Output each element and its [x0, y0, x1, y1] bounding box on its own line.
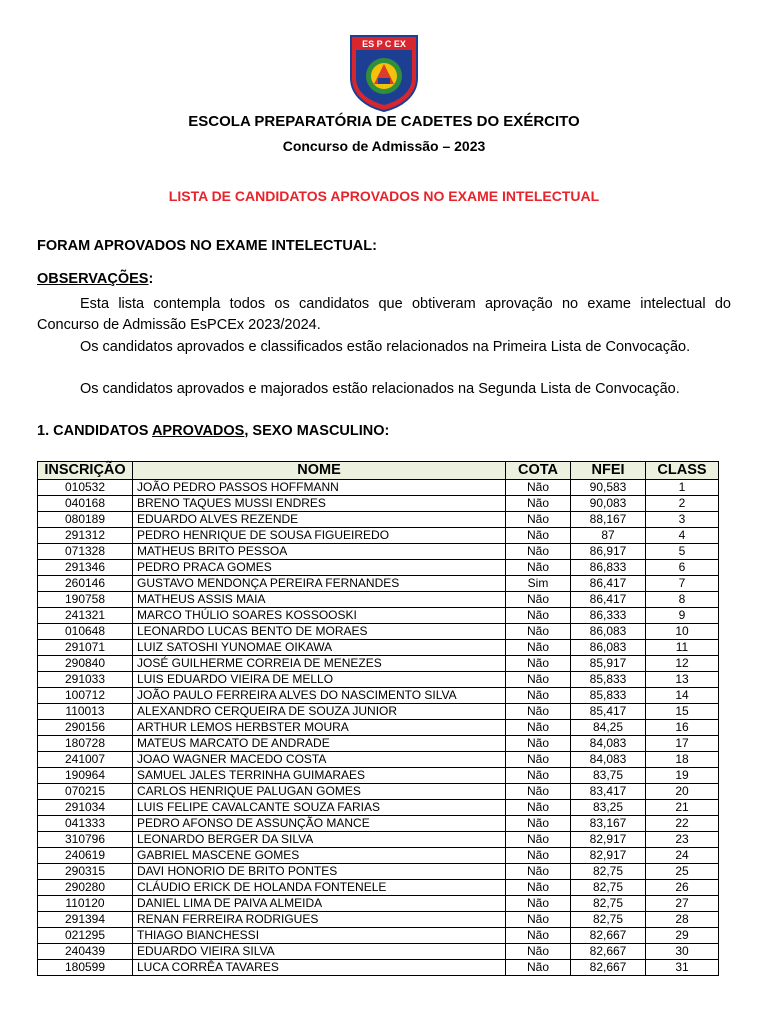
cell-nome: PEDRO AFONSO DE ASSUNÇÃO MANCE [133, 816, 506, 832]
cell-inscricao: 041333 [38, 816, 133, 832]
cell-inscricao: 040168 [38, 496, 133, 512]
cell-class: 4 [646, 528, 719, 544]
table-row [38, 656, 719, 672]
cell-cota: Não [506, 608, 571, 624]
cell-inscricao: 291033 [38, 672, 133, 688]
table-row [38, 768, 719, 784]
cell-nome: JOAO WAGNER MACEDO COSTA [133, 752, 506, 768]
cell-nome: LUIS EDUARDO VIEIRA DE MELLO [133, 672, 506, 688]
cell-nome: PEDRO HENRIQUE DE SOUSA FIGUEIREDO [133, 528, 506, 544]
cell-inscricao: 290315 [38, 864, 133, 880]
cell-nome: JOSÉ GUILHERME CORREIA DE MENEZES [133, 656, 506, 672]
cell-cota: Sim [506, 576, 571, 592]
cell-nome: CARLOS HENRIQUE PALUGAN GOMES [133, 784, 506, 800]
school-name: ESCOLA PREPARATÓRIA DE CADETES DO EXÉRCITO [188, 113, 580, 130]
table-row [38, 512, 719, 528]
cell-nome: SAMUEL JALES TERRINHA GUIMARAES [133, 768, 506, 784]
cell-nfei: 84,083 [571, 752, 646, 768]
cell-cota: Não [506, 960, 571, 976]
cell-inscricao: 100712 [38, 688, 133, 704]
observation-text-3: Os candidatos aprovados e majorados estão relacionados na Segunda Lista de Convocação. [80, 381, 680, 397]
cell-inscricao: 290840 [38, 656, 133, 672]
table-row [38, 528, 719, 544]
table-row [38, 896, 719, 912]
cell-inscricao: 190964 [38, 768, 133, 784]
cell-class: 9 [646, 608, 719, 624]
cell-class: 21 [646, 800, 719, 816]
table-row [38, 848, 719, 864]
section-1-prefix: 1. CANDIDATOS [37, 423, 152, 439]
cell-cota: Não [506, 720, 571, 736]
cell-nfei: 83,417 [571, 784, 646, 800]
cell-class: 18 [646, 752, 719, 768]
header-nfei: NFEI [571, 462, 646, 480]
cell-inscricao: 260146 [38, 576, 133, 592]
approved-heading: FORAM APROVADOS NO EXAME INTELECTUAL: [37, 238, 377, 254]
cell-nome: LUIZ SATOSHI YUNOMAE OIKAWA [133, 640, 506, 656]
cell-cota: Não [506, 912, 571, 928]
cell-nome: LUIS FELIPE CAVALCANTE SOUZA FARIAS [133, 800, 506, 816]
cell-inscricao: 291071 [38, 640, 133, 656]
table-row [38, 624, 719, 640]
cell-nome: JOÃO PEDRO PASSOS HOFFMANN [133, 480, 506, 496]
cell-nfei: 86,083 [571, 640, 646, 656]
cell-nfei: 86,917 [571, 544, 646, 560]
cell-class: 11 [646, 640, 719, 656]
table-row [38, 672, 719, 688]
cell-class: 30 [646, 944, 719, 960]
cell-cota: Não [506, 816, 571, 832]
cell-inscricao: 010648 [38, 624, 133, 640]
cell-nfei: 82,667 [571, 960, 646, 976]
cell-class: 28 [646, 912, 719, 928]
cell-cota: Não [506, 896, 571, 912]
cell-cota: Não [506, 928, 571, 944]
table-row [38, 784, 719, 800]
cell-inscricao: 241007 [38, 752, 133, 768]
cell-nfei: 82,75 [571, 880, 646, 896]
section-1-suffix: , SEXO MASCULINO: [244, 423, 390, 439]
cell-nome: BRENO TAQUES MUSSI ENDRES [133, 496, 506, 512]
cell-inscricao: 110120 [38, 896, 133, 912]
cell-class: 26 [646, 880, 719, 896]
cell-class: 13 [646, 672, 719, 688]
cell-cota: Não [506, 656, 571, 672]
cell-inscricao: 190758 [38, 592, 133, 608]
cell-inscricao: 291394 [38, 912, 133, 928]
cell-class: 19 [646, 768, 719, 784]
cell-cota: Não [506, 800, 571, 816]
cell-class: 10 [646, 624, 719, 640]
cell-class: 1 [646, 480, 719, 496]
cell-cota: Não [506, 832, 571, 848]
table-row [38, 832, 719, 848]
cell-nome: EDUARDO VIEIRA SILVA [133, 944, 506, 960]
cell-cota: Não [506, 688, 571, 704]
cell-nome: MATEUS MARCATO DE ANDRADE [133, 736, 506, 752]
observation-text-2: Os candidatos aprovados e classificados estão relacionados na Primeira Lista de Convocação. [80, 339, 691, 355]
cell-class: 20 [646, 784, 719, 800]
cell-nfei: 84,25 [571, 720, 646, 736]
cell-nfei: 85,417 [571, 704, 646, 720]
cell-nfei: 82,75 [571, 896, 646, 912]
cell-cota: Não [506, 528, 571, 544]
cell-cota: Não [506, 752, 571, 768]
table-row [38, 880, 719, 896]
cell-class: 8 [646, 592, 719, 608]
cell-class: 7 [646, 576, 719, 592]
cell-nfei: 86,417 [571, 592, 646, 608]
table-row [38, 960, 719, 976]
cell-class: 3 [646, 512, 719, 528]
table-row [38, 752, 719, 768]
table-row [38, 608, 719, 624]
cell-inscricao: 180728 [38, 736, 133, 752]
observation-paragraph-1 [37, 294, 731, 336]
table-row [38, 800, 719, 816]
cell-nome: DANIEL LIMA DE PAIVA ALMEIDA [133, 896, 506, 912]
observations-heading [37, 271, 153, 287]
cell-cota: Não [506, 848, 571, 864]
cell-class: 25 [646, 864, 719, 880]
cell-nfei: 82,667 [571, 944, 646, 960]
section-1-heading [37, 423, 389, 439]
table-row [38, 864, 719, 880]
cell-nome: THIAGO BIANCHESSI [133, 928, 506, 944]
cell-class: 22 [646, 816, 719, 832]
cell-nfei: 83,25 [571, 800, 646, 816]
cell-nfei: 83,167 [571, 816, 646, 832]
cell-class: 14 [646, 688, 719, 704]
cell-nome: GUSTAVO MENDONÇA PEREIRA FERNANDES [133, 576, 506, 592]
table-row [38, 688, 719, 704]
cell-inscricao: 021295 [38, 928, 133, 944]
contest-title: Concurso de Admissão – 2023 [282, 138, 486, 154]
cell-inscricao: 290280 [38, 880, 133, 896]
cell-cota: Não [506, 544, 571, 560]
table-row [38, 592, 719, 608]
cell-nfei: 83,75 [571, 768, 646, 784]
cell-inscricao: 291312 [38, 528, 133, 544]
emblem-lettering: ES P C EX [362, 39, 406, 49]
table-row [38, 736, 719, 752]
cell-cota: Não [506, 560, 571, 576]
cell-nfei: 84,083 [571, 736, 646, 752]
cell-class: 6 [646, 560, 719, 576]
cell-inscricao: 291346 [38, 560, 133, 576]
espcex-emblem [349, 34, 419, 112]
table-row [38, 496, 719, 512]
cell-nfei: 82,917 [571, 848, 646, 864]
cell-cota: Não [506, 592, 571, 608]
cell-class: 23 [646, 832, 719, 848]
cell-nfei: 82,667 [571, 928, 646, 944]
cell-nfei: 82,75 [571, 912, 646, 928]
cell-class: 31 [646, 960, 719, 976]
observation-paragraph-2 [37, 337, 731, 358]
cell-class: 12 [646, 656, 719, 672]
cell-inscricao: 310796 [38, 832, 133, 848]
cell-class: 29 [646, 928, 719, 944]
cell-nome: ALEXANDRO CERQUEIRA DE SOUZA JUNIOR [133, 704, 506, 720]
cell-nome: CLÁUDIO ERICK DE HOLANDA FONTENELE [133, 880, 506, 896]
table-row [38, 912, 719, 928]
cell-cota: Não [506, 672, 571, 688]
cell-nfei: 87 [571, 528, 646, 544]
cell-nfei: 90,083 [571, 496, 646, 512]
table-row [38, 576, 719, 592]
cell-cota: Não [506, 784, 571, 800]
cell-cota: Não [506, 864, 571, 880]
cell-inscricao: 180599 [38, 960, 133, 976]
cell-nfei: 86,333 [571, 608, 646, 624]
cell-nome: PEDRO PRACA GOMES [133, 560, 506, 576]
cell-class: 15 [646, 704, 719, 720]
cell-inscricao: 241321 [38, 608, 133, 624]
cell-class: 17 [646, 736, 719, 752]
header-nome: NOME [133, 462, 506, 480]
table-row [38, 816, 719, 832]
cell-cota: Não [506, 624, 571, 640]
cell-cota: Não [506, 640, 571, 656]
cell-nome: GABRIEL MASCENE GOMES [133, 848, 506, 864]
cell-class: 24 [646, 848, 719, 864]
observation-text-1: Esta lista contempla todos os candidatos que obtiveram aprovação no exame intelectual do Concurso de Admissão EsPCEx 2023/2024. [37, 296, 731, 333]
table-row [38, 704, 719, 720]
cell-inscricao: 291034 [38, 800, 133, 816]
cell-nome: MATHEUS BRITO PESSOA [133, 544, 506, 560]
table-row [38, 720, 719, 736]
cell-nfei: 82,917 [571, 832, 646, 848]
candidates-table [37, 461, 719, 976]
cell-cota: Não [506, 496, 571, 512]
cell-class: 5 [646, 544, 719, 560]
cell-cota: Não [506, 512, 571, 528]
cell-nome: LEONARDO LUCAS BENTO DE MORAES [133, 624, 506, 640]
cell-inscricao: 010532 [38, 480, 133, 496]
cell-class: 16 [646, 720, 719, 736]
list-title: LISTA DE CANDIDATOS APROVADOS NO EXAME INTELECTUAL [168, 188, 600, 204]
cell-inscricao: 240439 [38, 944, 133, 960]
observations-title: OBSERVAÇÕES [37, 271, 149, 287]
cell-inscricao: 240619 [38, 848, 133, 864]
cell-inscricao: 080189 [38, 512, 133, 528]
cell-nome: DAVI HONORIO DE BRITO PONTES [133, 864, 506, 880]
cell-cota: Não [506, 736, 571, 752]
table-header-row [38, 462, 719, 480]
cell-cota: Não [506, 768, 571, 784]
cell-nome: MATHEUS ASSIS MAIA [133, 592, 506, 608]
table-row [38, 480, 719, 496]
header-class: CLASS [646, 462, 719, 480]
cell-nome: LEONARDO BERGER DA SILVA [133, 832, 506, 848]
cell-nfei: 82,75 [571, 864, 646, 880]
table-row [38, 544, 719, 560]
observations-colon: : [148, 271, 154, 287]
cell-nfei: 88,167 [571, 512, 646, 528]
header-cota: COTA [506, 462, 571, 480]
cell-inscricao: 071328 [38, 544, 133, 560]
cell-inscricao: 070215 [38, 784, 133, 800]
cell-nfei: 86,083 [571, 624, 646, 640]
cell-nome: JOÃO PAULO FERREIRA ALVES DO NASCIMENTO SILVA [133, 688, 506, 704]
cell-cota: Não [506, 880, 571, 896]
cell-class: 2 [646, 496, 719, 512]
cell-nome: LUCA CORRÊA TAVARES [133, 960, 506, 976]
table-row [38, 944, 719, 960]
cell-inscricao: 290156 [38, 720, 133, 736]
observation-paragraph-3 [37, 379, 731, 400]
cell-nfei: 85,833 [571, 688, 646, 704]
cell-nfei: 86,833 [571, 560, 646, 576]
cell-nfei: 85,917 [571, 656, 646, 672]
cell-nome: MARCO THÚLIO SOARES KOSSOOSKI [133, 608, 506, 624]
cell-nome: EDUARDO ALVES REZENDE [133, 512, 506, 528]
cell-nfei: 90,583 [571, 480, 646, 496]
cell-class: 27 [646, 896, 719, 912]
cell-nome: RENAN FERREIRA RODRIGUES [133, 912, 506, 928]
cell-nfei: 86,417 [571, 576, 646, 592]
section-1-underlined: APROVADOS [151, 423, 245, 439]
cell-cota: Não [506, 704, 571, 720]
cell-nome: ARTHUR LEMOS HERBSTER MOURA [133, 720, 506, 736]
cell-cota: Não [506, 944, 571, 960]
header-inscricao: INSCRIÇÃO [38, 462, 133, 480]
table-row [38, 640, 719, 656]
cell-nfei: 85,833 [571, 672, 646, 688]
table-row [38, 560, 719, 576]
table-row [38, 928, 719, 944]
cell-cota: Não [506, 480, 571, 496]
cell-inscricao: 110013 [38, 704, 133, 720]
